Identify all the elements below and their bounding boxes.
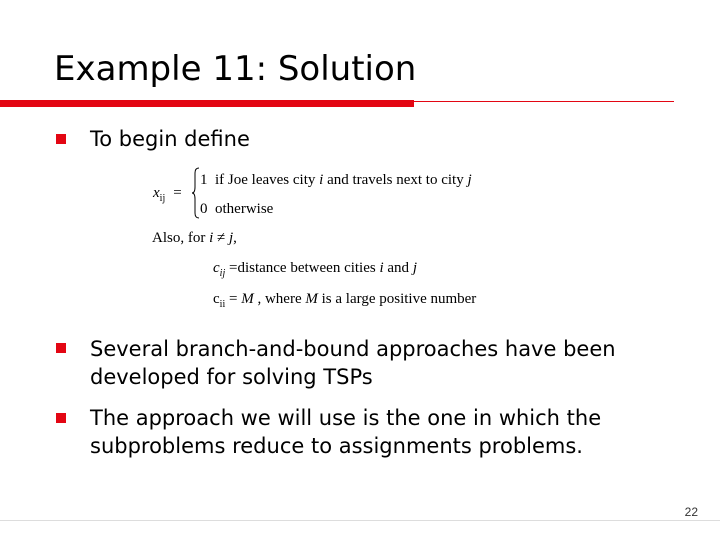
bullet-marker xyxy=(56,343,66,353)
bullet-text: To begin define xyxy=(90,127,250,151)
case-1-text-a: if Joe leaves city xyxy=(215,172,320,188)
also-line xyxy=(152,231,237,246)
bullet-text: The approach we will use is the one in which the subproblems reduce to assignments problems. xyxy=(90,406,602,458)
x-subscript: ij xyxy=(159,193,166,204)
cii-M2: M xyxy=(305,291,318,307)
c-variable: c xyxy=(213,260,220,276)
case-2-text: otherwise xyxy=(215,201,274,217)
cii-text-b: is a large positive number xyxy=(317,291,477,307)
c-def-a: =distance between cities xyxy=(225,260,380,276)
bullet-marker xyxy=(56,413,66,423)
case-1-i: i xyxy=(319,172,324,188)
c-subscript: ij xyxy=(219,268,226,279)
bullet-marker xyxy=(56,134,66,144)
equals-sign: = xyxy=(173,185,182,201)
also-j: j xyxy=(228,230,234,246)
c-def-j: j xyxy=(412,260,417,276)
x-variable: x xyxy=(153,185,160,201)
cii-subscript: ii xyxy=(219,299,226,310)
case-2-value: 0 xyxy=(200,201,208,217)
bullet-text: Several branch-and-bound approaches have been developed for solving TSPs xyxy=(90,337,616,389)
c-ij-line xyxy=(213,260,417,279)
slide-title: Example 11: Solution xyxy=(54,49,417,89)
cii-equals: = xyxy=(225,291,242,307)
cii-M: M xyxy=(241,291,254,307)
cii-variable: c xyxy=(213,291,220,307)
also-text: Also, for xyxy=(152,230,210,246)
case-1-value: 1 xyxy=(200,172,208,188)
also-i: i xyxy=(209,230,214,246)
case-1 xyxy=(200,173,472,188)
c-def-i: i xyxy=(379,260,384,276)
case-1-text-b: and travels next to city xyxy=(323,172,468,188)
cii-text-a: , where xyxy=(253,291,306,307)
footer-rule xyxy=(0,520,720,521)
neq-sign: ≠ xyxy=(213,230,229,246)
brace-icon xyxy=(192,167,200,219)
case-2 xyxy=(200,202,273,217)
title-underline-thin xyxy=(414,101,674,102)
case-1-j: j xyxy=(467,172,472,188)
page-number: 22 xyxy=(684,505,698,519)
c-def-b: and xyxy=(383,260,413,276)
c-ii-line xyxy=(213,291,477,310)
title-underline xyxy=(0,100,414,107)
also-comma: , xyxy=(233,230,237,246)
x-ij-lhs xyxy=(153,185,182,204)
